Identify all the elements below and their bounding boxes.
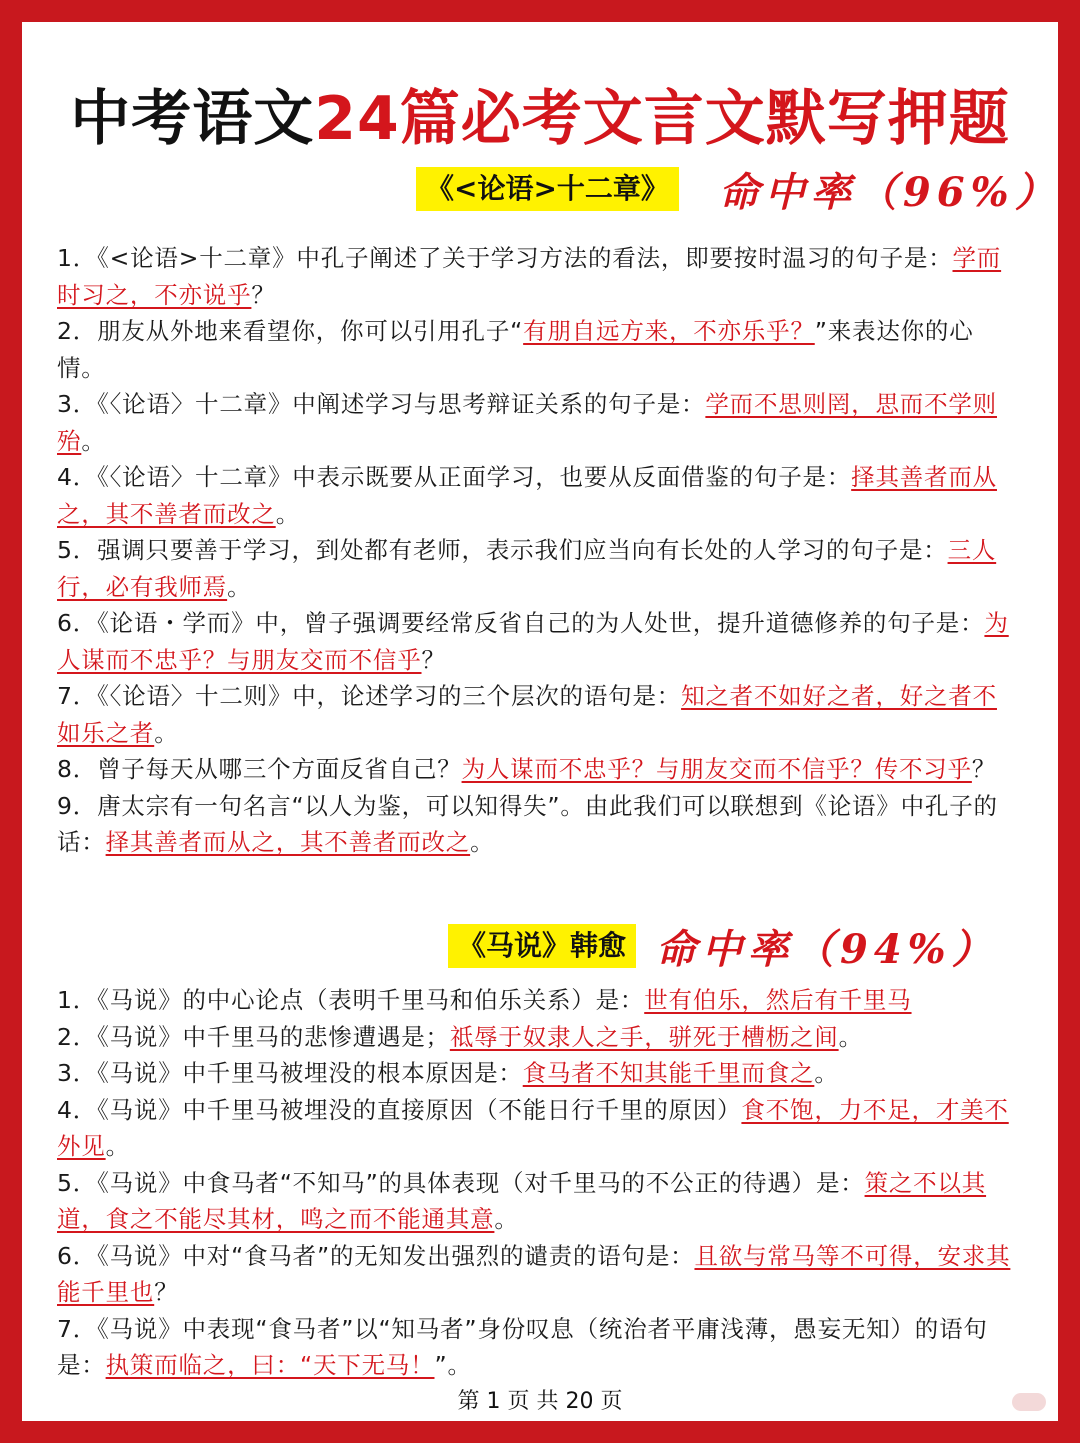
hit-rate: 命中率（94%）	[656, 925, 998, 973]
answer-text: 执策而临之，曰：“天下无马！	[105, 1351, 435, 1379]
question-text: 《马说》中千里马被埋没的直接原因（不能日行千里的原因）	[97, 1095, 742, 1124]
answer-text: 择其善者而从之，其不善者而改之	[57, 463, 997, 528]
question-item	[52, 240, 1017, 313]
question-text: 曾子每天从哪三个方面反省自己？	[97, 755, 462, 783]
question-number: 6．	[57, 1241, 98, 1270]
answer-text: 且欲与常马等不可得，安求其能千里也	[57, 1241, 1011, 1306]
question-item	[52, 605, 1017, 678]
question-number: 2．	[57, 1022, 98, 1051]
question-text: 《〈论语〉十二则》中，论述学习的三个层次的语句是：	[97, 682, 682, 710]
question-item	[52, 1019, 1017, 1056]
answer-text: 学而时习之，不亦说乎	[57, 244, 1002, 309]
answer-text: 为人谋而不忠乎？与朋友交而不信乎？传不习乎	[461, 755, 972, 783]
hit-rate: 命中率（96%）	[718, 168, 1061, 216]
section-header-lunyu	[416, 165, 1061, 216]
question-item	[52, 1238, 1017, 1311]
page-title	[22, 84, 1058, 154]
answer-text: 策之不以其道，食之不能尽其材，鸣之而不能通其意	[57, 1168, 987, 1233]
section-items-lunyu	[52, 240, 1017, 861]
question-text-tail: 。	[494, 1205, 519, 1233]
question-number: 9．	[57, 791, 98, 820]
title-part-2: 24篇必考文言文默写押题	[314, 84, 1010, 154]
answer-text: 有朋自远方来，不亦乐乎？	[523, 317, 815, 345]
answer-text: 知之者不如好之者，好之者不如乐之者	[57, 682, 997, 747]
question-number: 7．	[57, 1314, 98, 1343]
question-text: 《马说》中千里马的悲惨遭遇是；	[97, 1022, 450, 1051]
question-number: 5．	[57, 536, 98, 564]
question-text-tail: ？	[251, 280, 276, 309]
question-number: 1．	[57, 986, 98, 1014]
answer-text: 世有伯乐，然后有千里马	[644, 986, 912, 1014]
answer-text: 三人行，必有我师焉	[57, 536, 997, 601]
question-number: 3．	[57, 390, 98, 418]
question-item	[52, 532, 1017, 605]
question-number: 1．	[57, 244, 98, 272]
question-item	[52, 982, 1017, 1019]
answer-text: 择其善者而从之，其不善者而改之	[105, 828, 471, 856]
answer-text: 为人谋而不忠乎？与朋友交而不信乎	[57, 609, 1009, 674]
question-text-tail: 。	[81, 426, 106, 455]
question-number: 5．	[57, 1168, 98, 1197]
question-text: 《〈论语〉十二章》中表示既要从正面学习，也要从反面借鉴的句子是：	[97, 463, 852, 491]
question-number: 4．	[57, 1095, 98, 1124]
question-text-tail: 。	[470, 828, 495, 856]
question-text: 朋友从外地来看望你，你可以引用孔子“	[97, 317, 524, 345]
question-text-tail: 。	[814, 1059, 839, 1087]
question-text-tail: ？	[154, 1278, 179, 1306]
question-text-tail: 。	[105, 1132, 130, 1160]
question-item	[52, 1165, 1017, 1238]
answer-text: 祗辱于奴隶人之手，骈死于槽枥之间	[449, 1022, 839, 1051]
question-number: 6．	[57, 609, 98, 637]
question-text: 强调只要善于学习，到处都有老师，表示我们应当向有长处的人学习的句子是：	[97, 536, 948, 564]
question-item	[52, 788, 1017, 861]
question-text-tail: 。	[275, 499, 301, 528]
question-text: 《马说》中千里马被埋没的根本原因是：	[97, 1059, 523, 1087]
question-text-tail: ”来表达你的心情。	[57, 317, 974, 382]
answer-text: 食马者不知其能千里而食之	[522, 1059, 815, 1087]
question-number: 7．	[57, 682, 98, 710]
section-header-mashuo	[448, 922, 998, 973]
question-text-tail: ”。	[434, 1351, 472, 1379]
answer-text: 学而不思则罔，思而不学则殆	[57, 390, 997, 455]
question-number: 2．	[57, 317, 98, 345]
question-text-tail: 。	[227, 572, 252, 601]
question-number: 8．	[57, 755, 98, 783]
question-text: 《马说》中食马者“不知马”的具体表现（对千里马的不公正的待遇）是：	[97, 1168, 865, 1197]
question-text: 《论语・学而》中，曾子强调要经常反省自己的为人处世，提升道德修养的句子是：	[97, 609, 985, 637]
question-item	[52, 1055, 1017, 1092]
question-item	[52, 313, 1017, 386]
section-label: 《<论语>十二章》	[416, 167, 679, 211]
question-text: 唐太宗有一句名言“以人为鉴，可以知得失”。由此我们可以联想到《论语》中孔子的话：	[57, 791, 998, 856]
page-footer: 第 1 页 共 20 页	[457, 1389, 623, 1414]
watermark-badge	[1012, 1393, 1046, 1411]
question-item	[52, 678, 1017, 751]
question-text-tail: ？	[421, 645, 446, 674]
section-label: 《马说》韩愈	[448, 924, 636, 968]
title-part-1: 中考语文	[70, 84, 315, 154]
question-text: 《马说》中表现“食马者”以“知马者”身份叹息（统治者平庸浅薄，愚妄无知）的语句是：	[57, 1314, 988, 1379]
question-number: 3．	[57, 1059, 98, 1087]
question-text-tail: 。	[838, 1022, 863, 1051]
answer-text: 食不饱，力不足，才美不外见	[57, 1095, 1009, 1160]
question-text-tail: 。	[154, 718, 179, 747]
question-text: 《马说》的中心论点（表明千里马和伯乐关系）是：	[97, 986, 645, 1014]
question-text: 《马说》中对“食马者”的无知发出强烈的谴责的语句是：	[97, 1241, 695, 1270]
question-item	[52, 1311, 1017, 1384]
question-text: 《<论语>十二章》中孔子阐述了关于学习方法的看法，即要按时温习的句子是：	[97, 244, 953, 272]
question-text-tail: ？	[971, 755, 997, 783]
section-items-mashuo	[52, 982, 1017, 1384]
question-item	[52, 386, 1017, 459]
question-item	[52, 459, 1017, 532]
question-item	[52, 1092, 1017, 1165]
question-item	[52, 751, 1017, 788]
question-text: 《〈论语〉十二章》中阐述学习与思考辩证关系的句子是：	[97, 390, 706, 418]
question-number: 4．	[57, 463, 98, 491]
document-page	[22, 22, 1061, 1421]
